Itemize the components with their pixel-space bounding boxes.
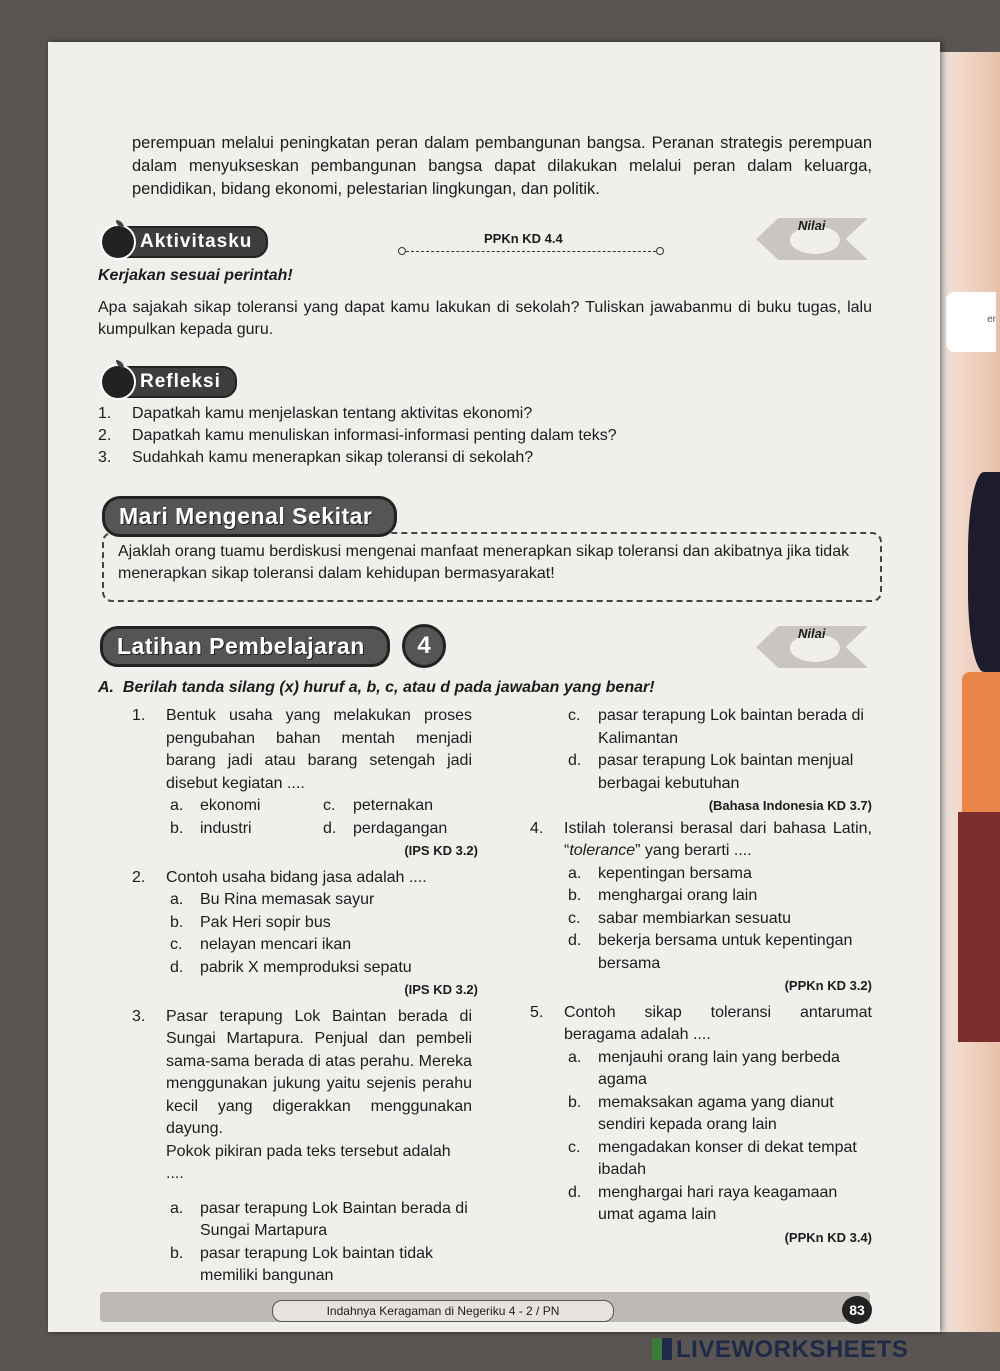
- question-1: 1. Bentuk usaha yang melakukan proses pengubahan bahan mentah menjadi barang jadi atau barang setengah jadi disebut kegiatan ....: [132, 707, 472, 792]
- q2-option-a[interactable]: a. Bu Rina memasak sayur: [170, 891, 375, 908]
- q4-option-b[interactable]: b. menghargai orang lain: [568, 887, 758, 904]
- aktivitasku-kd: PPKn KD 4.4: [484, 231, 563, 246]
- question-4: 4. Istilah toleransi berasal dari bahasa Latin, “tolerance” yang berarti ....: [530, 819, 872, 859]
- q3-option-d[interactable]: d. pasar terapung Lok baintan menjual berbagai kebutuhan: [568, 752, 854, 792]
- dash-start-dot: [398, 247, 406, 255]
- liveworksheets-logo-icon: [652, 1338, 672, 1360]
- latihan-nilai-label: Nilai: [798, 626, 826, 641]
- dash-end-dot: [656, 247, 664, 255]
- q2-options: [132, 889, 472, 979]
- q3-option-c[interactable]: c. pasar terapung Lok baintan berada di Kalimantan: [568, 707, 864, 747]
- liveworksheets-watermark: LIVEWORKSHEETS: [676, 1336, 909, 1363]
- illustration-hair: [968, 472, 1000, 672]
- q5-options: [530, 1047, 872, 1227]
- q2-option-c[interactable]: c. nelayan mencari ikan: [170, 936, 352, 953]
- q4-option-a[interactable]: a. kepentingan bersama: [568, 864, 752, 882]
- q1-option-c[interactable]: c. peternakan: [323, 797, 434, 814]
- refleksi-header: [104, 366, 237, 398]
- q3-options-right: [530, 705, 872, 795]
- question-3: 3. Pasar terapung Lok Baintan berada di Sungai Martapura. Penjual dan pembeli sama-sama berada di atas perahu. Mereka menggunakan jukung yaitu sejenis perahu kecil yang digerakkan menggunakan dayung.: [132, 1007, 472, 1137]
- dashed-line: [406, 251, 656, 252]
- q4-option-c[interactable]: c. sabar membiarkan sesuatu: [568, 909, 791, 927]
- refleksi-title: Refleksi: [140, 371, 221, 392]
- q5-option-c[interactable]: c. mengadakan konser di dekat tempat ibadah: [568, 1138, 857, 1178]
- aktivitasku-header: [104, 226, 268, 258]
- latihan-number: 4: [402, 624, 446, 668]
- mari-title: Mari Mengenal Sekitar: [102, 496, 397, 537]
- q1-option-a[interactable]: a. ekonomi: [170, 797, 261, 814]
- q3-kd: (Bahasa Indonesia KD 3.7): [708, 798, 872, 813]
- q1-options: [132, 795, 472, 840]
- refleksi-list: [98, 403, 798, 469]
- latihan-header: [100, 626, 390, 667]
- q1-option-d[interactable]: d. perdagangan: [323, 819, 448, 837]
- apple-icon: [100, 364, 136, 400]
- apple-icon: [100, 224, 136, 260]
- q4-kd: (PPKn KD 3.2): [784, 978, 872, 993]
- aktivitasku-title-pill: [104, 226, 268, 258]
- q5-option-a[interactable]: a. menjauhi orang lain yang berbeda agama: [568, 1048, 840, 1088]
- adjacent-page-edge: [938, 52, 1000, 1332]
- q2-kd: (IPS KD 3.2): [404, 982, 478, 997]
- q2-option-d[interactable]: d. pabrik X memproduksi sepatu: [170, 958, 412, 976]
- page-number: 83: [842, 1296, 872, 1324]
- q4-option-d[interactable]: d. bekerja bersama untuk kepentingan bersama: [568, 932, 853, 972]
- refleksi-item: 1. Dapatkah kamu menjelaskan tentang aktivitas ekonomi?: [98, 405, 533, 422]
- q4-options: [530, 863, 872, 976]
- illustration-shirt: [962, 672, 1000, 812]
- q1-option-b[interactable]: b. industri: [170, 819, 252, 837]
- mari-header: [102, 496, 397, 537]
- q5-option-d[interactable]: d. menghargai hari raya keagamaan umat agama lain: [568, 1183, 838, 1223]
- q1-kd: (IPS KD 3.2): [404, 843, 478, 858]
- left-column: [132, 705, 478, 1288]
- refleksi-item: 3. Sudahkah kamu menerapkan sikap toleransi di sekolah?: [98, 449, 534, 466]
- refleksi-item: 2. Dapatkah kamu menuliskan informasi-informasi penting dalam teks?: [98, 427, 617, 444]
- q3-option-a[interactable]: a. pasar terapung Lok Baintan berada di Sungai Martapura: [170, 1199, 468, 1239]
- q2-option-b[interactable]: b. Pak Heri sopir bus: [170, 913, 331, 931]
- intro-paragraph: perempuan melalui peningkatan peran dalam pembangunan bangsa. Peranan strategis perempuan dalam menyukseskan pembangunan bangsa dapat dilakukan melalui peran dalam keluarga, pendidikan, bidang ekonomi, pelestarian lingkungan, dan politik.: [132, 134, 872, 198]
- q3-option-b[interactable]: b. pasar terapung Lok baintan tidak memiliki bangunan: [170, 1244, 434, 1284]
- question-5: 5. Contoh sikap toleransi antarumat beragama adalah ....: [530, 1003, 872, 1043]
- mari-text: Ajaklah orang tuamu berdiskusi mengenai manfaat menerapkan sikap toleransi dan akibatnya jika tidak menerapkan sikap toleransi dalam kehidupan bermasyarakat!: [118, 543, 850, 582]
- question-3-prompt: Pokok pikiran pada teks tersebut adalah ....: [166, 1142, 451, 1182]
- latihan-title: Latihan Pembelajaran: [100, 626, 390, 667]
- q5-option-b[interactable]: b. memaksakan agama yang dianut sendiri kepada orang lain: [568, 1093, 834, 1133]
- aktivitasku-title: Aktivitasku: [140, 231, 253, 252]
- q3-options-left: [132, 1198, 472, 1288]
- footer-title: Indahnya Keragaman di Negeriku 4 - 2 / PN: [272, 1300, 614, 1322]
- section-a-instruction: A. Berilah tanda silang (x) huruf a, b, c, atau d pada jawaban yang benar!: [98, 679, 655, 696]
- refleksi-title-pill: [104, 366, 237, 398]
- illustration-skirt: [958, 812, 1000, 1042]
- question-2: 2. Contoh usaha bidang jasa adalah ....: [132, 868, 427, 886]
- aktivitasku-task: Apa sajakah sikap toleransi yang dapat kamu lakukan di sekolah? Tuliskan jawabanmu di buku tugas, lalu kumpulkan kepada guru.: [98, 299, 872, 338]
- nilai-label: Nilai: [798, 218, 826, 233]
- edge-tab: er: [946, 292, 996, 352]
- right-column: [530, 705, 872, 1249]
- aktivitasku-instruction: Kerjakan sesuai perintah!: [98, 267, 293, 284]
- q5-kd: (PPKn KD 3.4): [784, 1229, 872, 1245]
